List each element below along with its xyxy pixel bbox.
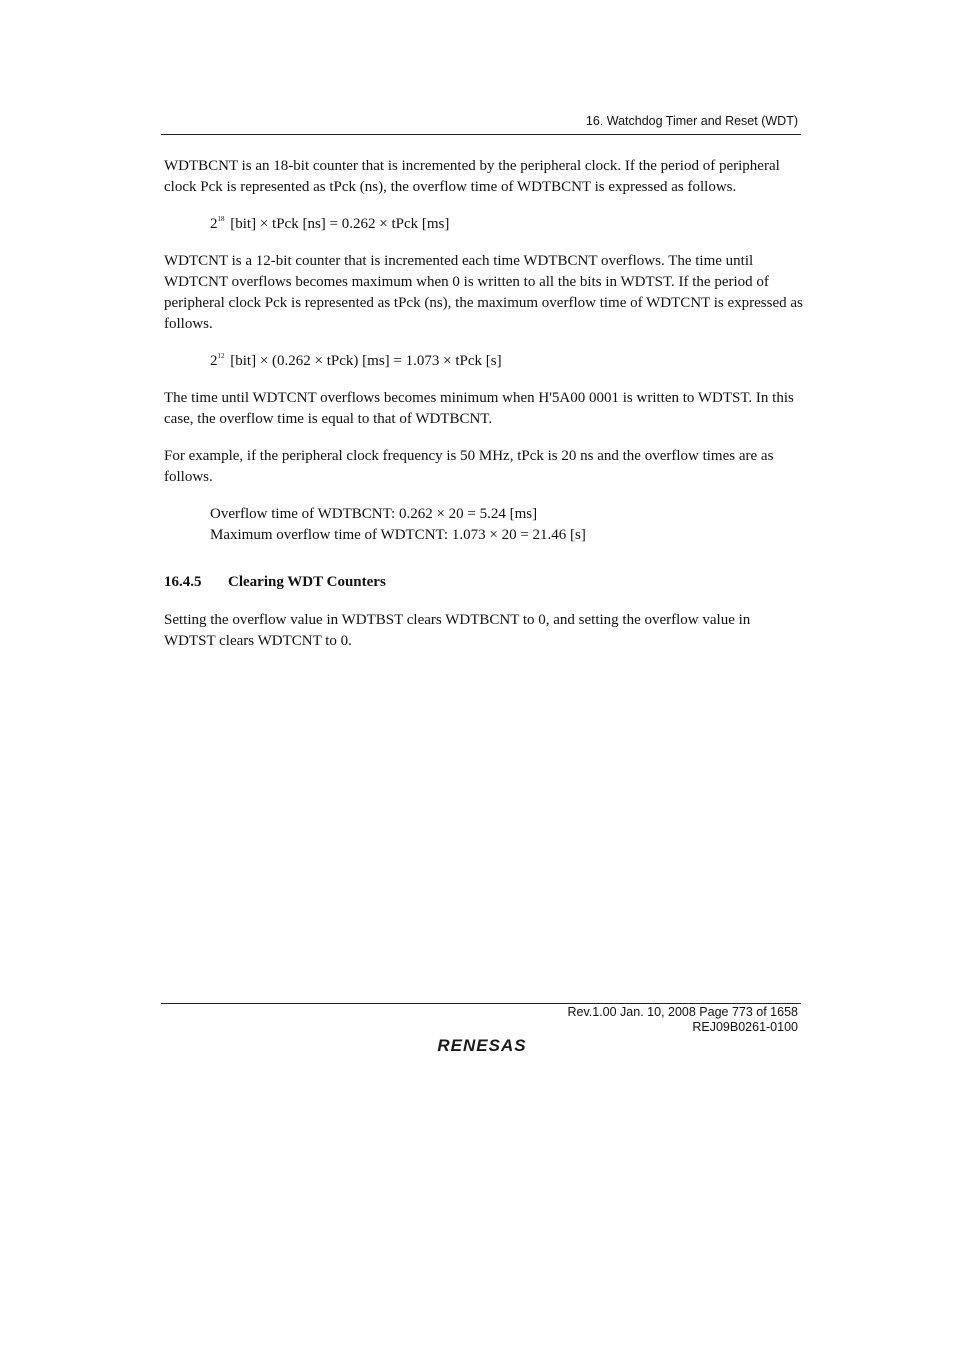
footer-rule: [161, 1003, 801, 1004]
example-wdtbcnt-overflow: Overflow time of WDTBCNT: 0.262 × 20 = 5.24 [ms]: [210, 506, 538, 522]
formula-exponent: 12: [217, 352, 225, 360]
paragraph-wdtcnt-description: WDTCNT is a 12-bit counter that is incremented each time WDTBCNT overflows. The time until WDTCNT overflows becomes maximum when 0 is written to all the bits in WDTST. If the period of peripheral clock Pck is represented as tPck (ns), the maximum overflow time of WDTCNT is expressed as follows.: [164, 253, 803, 332]
example-wdtcnt-max-overflow: Maximum overflow time of WDTCNT: 1.073 × 20 = 21.46 [s]: [210, 527, 586, 543]
formula-wdtbcnt-overflow: [210, 214, 804, 235]
formula-exponent: 18: [217, 215, 225, 223]
example-calculations: [210, 504, 804, 546]
formula-base: 2: [210, 353, 218, 369]
svg-text:RENESAS: RENESAS: [437, 1036, 527, 1055]
formula-expression: [bit] × tPck [ns] = 0.262 × tPck [ms]: [230, 216, 450, 232]
section-number: 16.4.5: [164, 574, 202, 590]
paragraph-wdtbcnt-description: WDTBCNT is an 18-bit counter that is incremented by the peripheral clock. If the period of peripheral clock Pck is represented as tPck (ns), the overflow time of WDTBCNT is expressed as follows.: [164, 158, 780, 195]
formula-base: 2: [210, 216, 218, 232]
paragraph-example-intro: For example, if the peripheral clock frequency is 50 MHz, tPck is 20 ns and the overflow times are as follows.: [164, 448, 774, 485]
document-number: REJ09B0261-0100: [692, 1020, 798, 1034]
header-rule: [161, 134, 801, 135]
formula-expression: [bit] × (0.262 × tPck) [ms] = 1.073 × tPck [s]: [230, 353, 502, 369]
page-footer: [567, 1005, 798, 1035]
section-heading: [164, 572, 804, 593]
revision-info: Rev.1.00 Jan. 10, 2008 Page 773 of 1658: [567, 1005, 798, 1019]
paragraph-clearing-counters: Setting the overflow value in WDTBST clears WDTBCNT to 0, and setting the overflow value in WDTST clears WDTCNT to 0.: [164, 612, 751, 649]
paragraph-minimum-overflow: The time until WDTCNT overflows becomes minimum when H'5A00 0001 is written to WDTST. In this case, the overflow time is equal to that of WDTBCNT.: [164, 390, 794, 427]
running-header: 16. Watchdog Timer and Reset (WDT): [585, 114, 798, 128]
page-body: [164, 156, 804, 668]
renesas-logo-mark: [422, 1034, 542, 1056]
renesas-logo: [422, 1034, 542, 1056]
formula-wdtcnt-overflow: [210, 351, 804, 372]
section-title: Clearing WDT Counters: [228, 574, 386, 590]
